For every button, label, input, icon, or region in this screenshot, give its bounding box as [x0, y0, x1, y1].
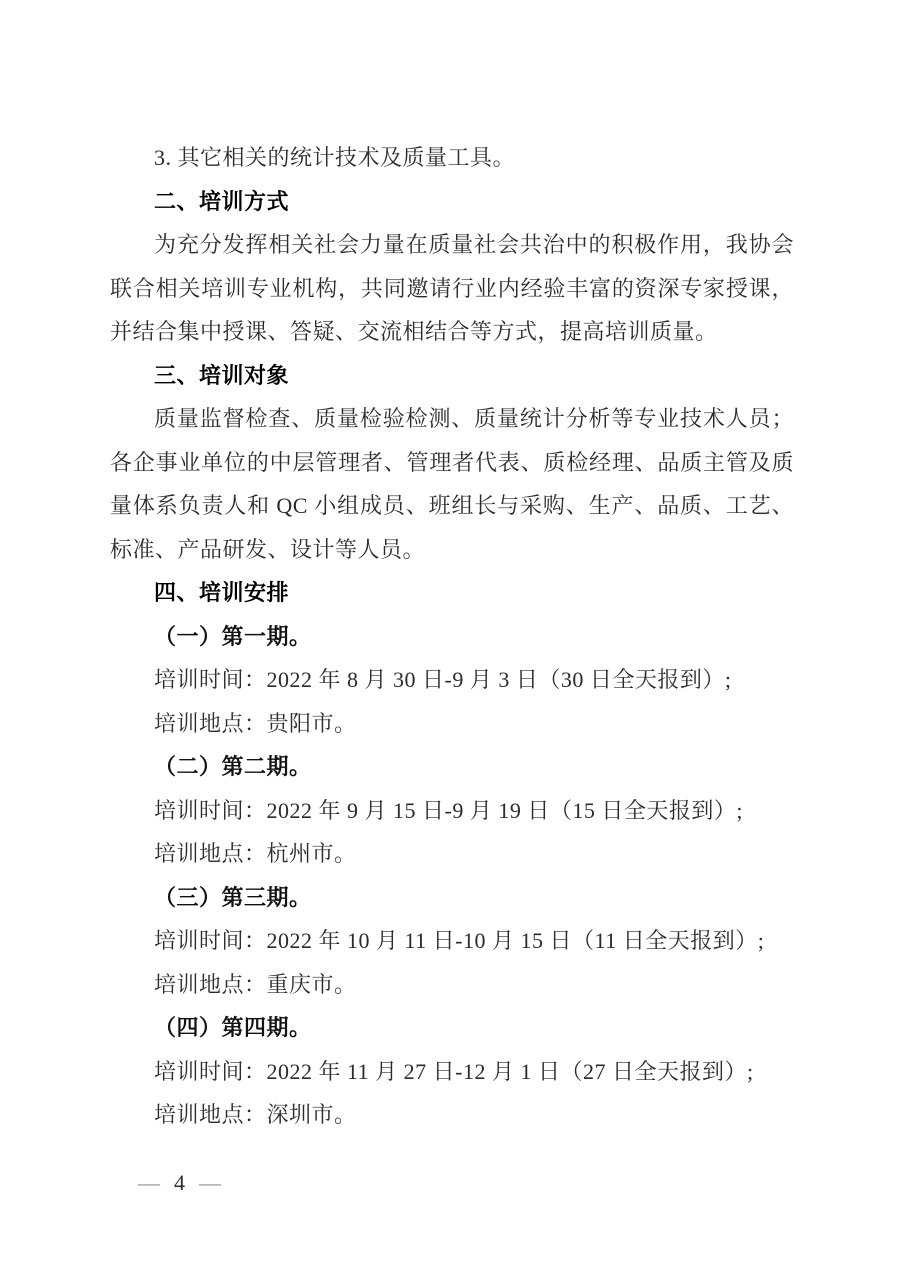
- document-content: [110, 136, 794, 1137]
- section-heading-training-method: 二、培训方式: [154, 188, 290, 214]
- session-location: 培训地点：重庆市。: [154, 971, 357, 997]
- session-time: 培训时间：2022 年 11 月 27 日-12 月 1 日（27 日全天报到）;: [154, 1058, 754, 1084]
- session-location: 培训地点：深圳市。: [154, 1102, 357, 1127]
- session-time: 培训时间：2022 年 8 月 30 日-9 月 3 日（30 日全天报到）;: [154, 667, 732, 692]
- page-number-value: 4: [174, 1170, 185, 1195]
- training-session-4: [110, 1006, 794, 1137]
- training-audience-paragraph: 质量监督检查、质量检验检测、质量统计分析等专业技术人员；各企事业单位的中层管理者、管理者代表、质检经理、品质主管及质量体系负责人和 QC 小组成员、班组长与采购、生产、品质、工艺、标准、产品研发、设计等人员。: [110, 406, 794, 562]
- session-title: （四）第四期。: [154, 1015, 312, 1040]
- session-time: 培训时间：2022 年 10 月 11 日-10 月 15 日（11 日全天报到）;: [154, 928, 765, 953]
- training-method-paragraph: 为充分发挥相关社会力量在质量社会共治中的积极作用，我协会联合相关培训专业机构，共同邀请行业内经验丰富的资深专家授课，并结合集中授课、答疑、交流相结合等方式，提高培训质量。: [110, 232, 794, 344]
- training-session-2: [110, 745, 794, 876]
- session-location: 培训地点：贵阳市。: [154, 710, 357, 736]
- session-time: 培训时间：2022 年 9 月 15 日-9 月 19 日（15 日全天报到）;: [154, 797, 743, 823]
- footer-dash-left: —: [138, 1170, 160, 1195]
- footer-dash-right: —: [199, 1170, 221, 1195]
- section-heading-training-schedule: 四、培训安排: [154, 580, 290, 605]
- training-session-1: [110, 615, 794, 746]
- session-location: 培训地点：杭州市。: [154, 841, 357, 866]
- page-number: [138, 1161, 221, 1205]
- section-heading-training-audience: 三、培训对象: [154, 362, 290, 388]
- training-session-3: [110, 876, 794, 1007]
- session-title: （一）第一期。: [154, 623, 312, 649]
- session-title: （三）第三期。: [154, 884, 312, 910]
- session-title: （二）第二期。: [154, 754, 312, 779]
- clause-3: 3. 其它相关的统计技术及质量工具。: [154, 145, 516, 170]
